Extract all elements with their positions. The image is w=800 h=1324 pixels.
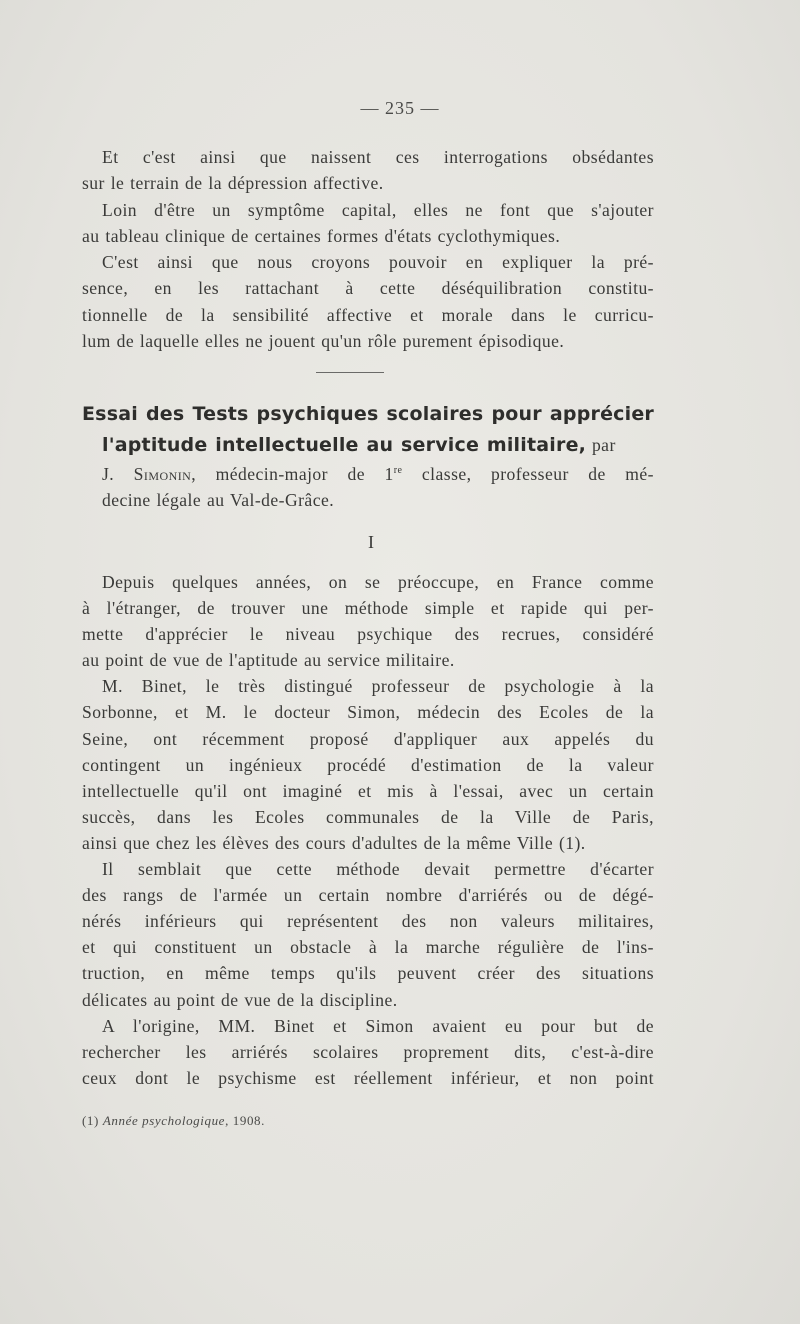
text-line: contingent un ingénieux procédé d'estimation de la valeur <box>82 754 654 775</box>
paragraph <box>82 197 654 250</box>
paragraph <box>82 856 654 1013</box>
article-title <box>82 399 654 461</box>
text-line: ceux dont le psychisme est réellement inférieur, et non point <box>82 1067 654 1088</box>
text-line: C'est ainsi que nous croyons pouvoir en expliquer la pré- <box>102 252 654 273</box>
text-line: M. Binet, le très distingué professeur de psychologie à la <box>102 676 654 697</box>
text-line: au tableau clinique de certaines formes d'états cyclothymiques. <box>82 225 561 246</box>
text-line: rechercher les arriérés scolaires proprement dits, c'est-à-dire <box>82 1041 654 1062</box>
title-line-2: l'aptitude intellectuelle au service militaire, <box>102 434 587 456</box>
text-line: lum de laquelle elles ne jouent qu'un rôle purement épisodique. <box>82 331 565 352</box>
text-line: délicates au point de vue de la discipline. <box>82 989 398 1010</box>
paragraph <box>82 569 654 673</box>
paragraph <box>82 673 654 856</box>
text-line: Seine, ont récemment proposé d'appliquer aux appelés du <box>82 728 654 749</box>
text-line: Sorbonne, et M. le docteur Simon, médecin des Ecoles de la <box>82 702 654 723</box>
section-numeral: I <box>368 532 374 552</box>
text-line: tionnelle de la sensibilité affective et morale dans le curricu- <box>82 304 654 325</box>
text-line: ainsi que chez les élèves des cours d'adultes de la même Ville (1). <box>82 832 586 853</box>
text-line: nérés inférieurs qui représentent des non valeurs militaires, <box>82 911 654 932</box>
author-line-2: decine légale au Val-de-Grâce. <box>102 490 335 510</box>
text-line: Et c'est ainsi que naissent ces interrogations obsédantes <box>102 147 654 167</box>
text-line: sence, en les rattachant à cette déséquilibration constitu- <box>82 278 654 299</box>
page-number: — 235 — <box>360 98 440 118</box>
text-line: sur le terrain de la dépression affective. <box>82 173 384 194</box>
paragraph <box>82 1013 654 1091</box>
article-author: J. Simonin, médecin-major de 1re classe, professeur de mé- decine légale au Val-de-Grâce. <box>82 461 654 513</box>
text-line: Loin d'être un symptôme capital, elles ne font que s'ajouter <box>102 199 654 220</box>
text-line: des rangs de l'armée un certain nombre d'arriérés ou de dégé- <box>82 885 654 906</box>
article-heading <box>82 399 654 513</box>
title-par: par <box>591 435 616 455</box>
body-text <box>82 569 654 1091</box>
text-line: Il semblait que cette méthode devait permettre d'écarter <box>102 859 654 880</box>
author-name: Simonin <box>133 464 192 484</box>
text-line: à l'étranger, de trouver une méthode simple et rapide qui per- <box>82 598 654 619</box>
paragraph <box>82 144 654 197</box>
paragraph <box>82 249 654 354</box>
text-line: mette d'apprécier le niveau psychique des recrues, considéré <box>82 624 654 645</box>
text-line: truction, en même temps qu'ils peuvent créer des situations <box>82 963 654 984</box>
section-divider <box>316 372 384 373</box>
text-line: au point de vue de l'aptitude au service militaire. <box>82 650 455 671</box>
text-line: succès, dans les Ecoles communales de la Ville de Paris, <box>82 806 654 827</box>
text-line: et qui constituent un obstacle à la marche régulière de l'ins- <box>82 937 654 958</box>
text-line: Depuis quelques années, on se préoccupe, en France comme <box>102 572 654 592</box>
title-line-1: Essai des Tests psychiques scolaires pour apprécier <box>82 403 654 425</box>
intro-text <box>82 144 654 354</box>
text-line: A l'origine, MM. Binet et Simon avaient eu pour but de <box>102 1015 654 1036</box>
footnote-source: Année psychologique <box>102 1113 226 1128</box>
footnote: (1) Année psychologique, 1908. <box>82 1113 266 1128</box>
text-line: intellectuelle qu'il ont imaginé et mis à l'essai, avec un certain <box>82 780 654 801</box>
